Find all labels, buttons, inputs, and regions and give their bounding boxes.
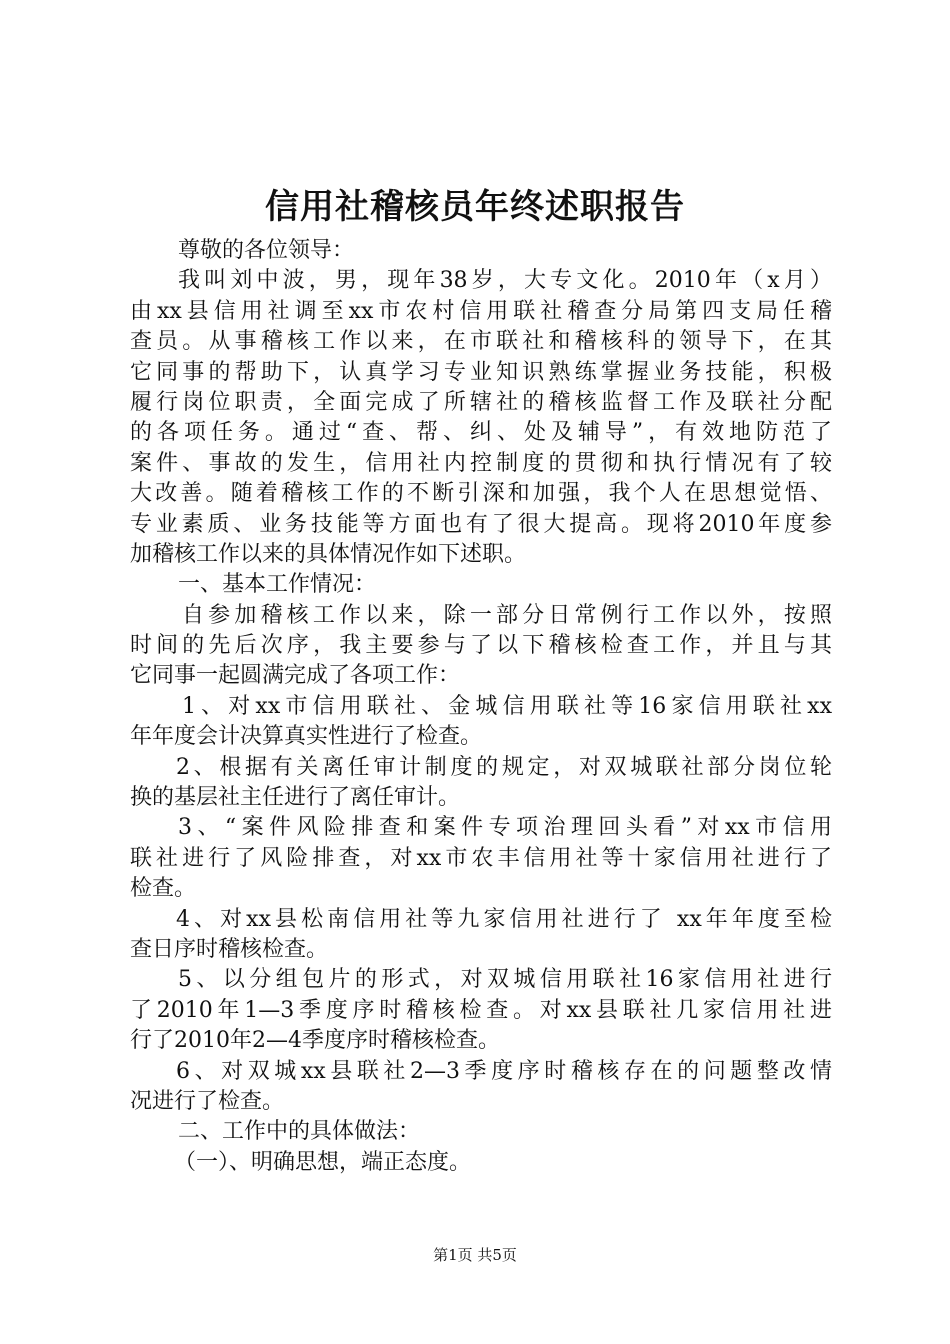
paragraph-line: 查员。从事稽核工作以来，在市联社和稽核科的领导下，在其 xyxy=(130,329,832,355)
paragraph-line: 年年度会计决算真实性进行了检查。 xyxy=(130,724,483,750)
paragraph-line: 行了2010年2—4季度序时稽核检查。 xyxy=(130,1028,500,1054)
paragraph-line: 联社进行了风险排查，对xx市农丰信用社等十家信用社进行了 xyxy=(130,845,832,871)
paragraph-line: 6、对双城xx县联社2—3季度序时稽核存在的问题整改情 xyxy=(176,1058,832,1084)
paragraph-line: 专业素质、业务技能等方面也有了很大提高。现将2010年度参 xyxy=(130,511,832,537)
paragraph-line: 它同事的帮助下，认真学习专业知识熟练掌握业务技能，积极 xyxy=(130,359,832,385)
paragraph-line: 3、“案件风险排查和案件专项治理回头看”对xx市信用 xyxy=(178,815,832,841)
page-footer: 第1页 共5页 xyxy=(433,1246,517,1264)
paragraph-line: 5、以分组包片的形式，对双城信用联社16家信用社进行 xyxy=(178,967,832,993)
paragraph-line: 履行岗位职责，全面完成了所辖社的稽核监督工作及联社分配 xyxy=(130,389,832,415)
document-body xyxy=(130,236,832,1178)
paragraph-line: 尊敬的各位领导： xyxy=(178,238,355,263)
paragraph-line: 了2010年1—3季度序时稽核检查。对xx县联社几家信用社进 xyxy=(130,997,832,1023)
paragraph-line: 查日序时稽核检查。 xyxy=(130,936,329,962)
paragraph-line: 时间的先后次序，我主要参与了以下稽核检查工作，并且与其 xyxy=(130,633,832,659)
paragraph-line: 二、工作中的具体做法： xyxy=(178,1119,421,1145)
paragraph-line: 它同事一起圆满完成了各项工作： xyxy=(130,663,461,689)
paragraph-line: 4、对xx县松南信用社等九家信用社进行了 xx年年度至检 xyxy=(176,906,832,932)
paragraph-line: 自参加稽核工作以来，除一部分日常例行工作以外，按照 xyxy=(182,602,832,628)
paragraph-line: 大改善。随着稽核工作的不断引深和加强，我个人在思想觉悟、 xyxy=(130,481,832,507)
paragraph-line: 的各项任务。通过“查、帮、纠、处及辅导”，有效地防范了 xyxy=(130,420,832,446)
document-title: 信用社稽核员年终述职报告 xyxy=(265,187,685,227)
paragraph-line: 换的基层社主任进行了离任审计。 xyxy=(130,785,461,811)
paragraph-line: 2、根据有关离任审计制度的规定，对双城联社部分岗位轮 xyxy=(176,754,832,780)
paragraph-line: （一）、明确思想，端正态度。 xyxy=(174,1149,472,1175)
paragraph-line: 况进行了检查。 xyxy=(130,1088,285,1114)
paragraph-line: 检查。 xyxy=(130,876,197,902)
paragraph-line: 加稽核工作以来的具体情况作如下述职。 xyxy=(130,541,527,567)
paragraph-line: 1、对xx市信用联社、金城信用联社等16家信用联社xx xyxy=(182,693,832,719)
paragraph-line: 案件、事故的发生，信用社内控制度的贯彻和执行情况有了较 xyxy=(130,450,832,476)
paragraph-line: 由xx县信用社调至xx市农村信用联社稽查分局第四支局任稽 xyxy=(130,298,832,324)
paragraph-line: 一、基本工作情况： xyxy=(178,572,377,598)
paragraph-line: 我叫刘中波，男，现年38岁，大专文化。2010年（x月） xyxy=(178,268,832,294)
